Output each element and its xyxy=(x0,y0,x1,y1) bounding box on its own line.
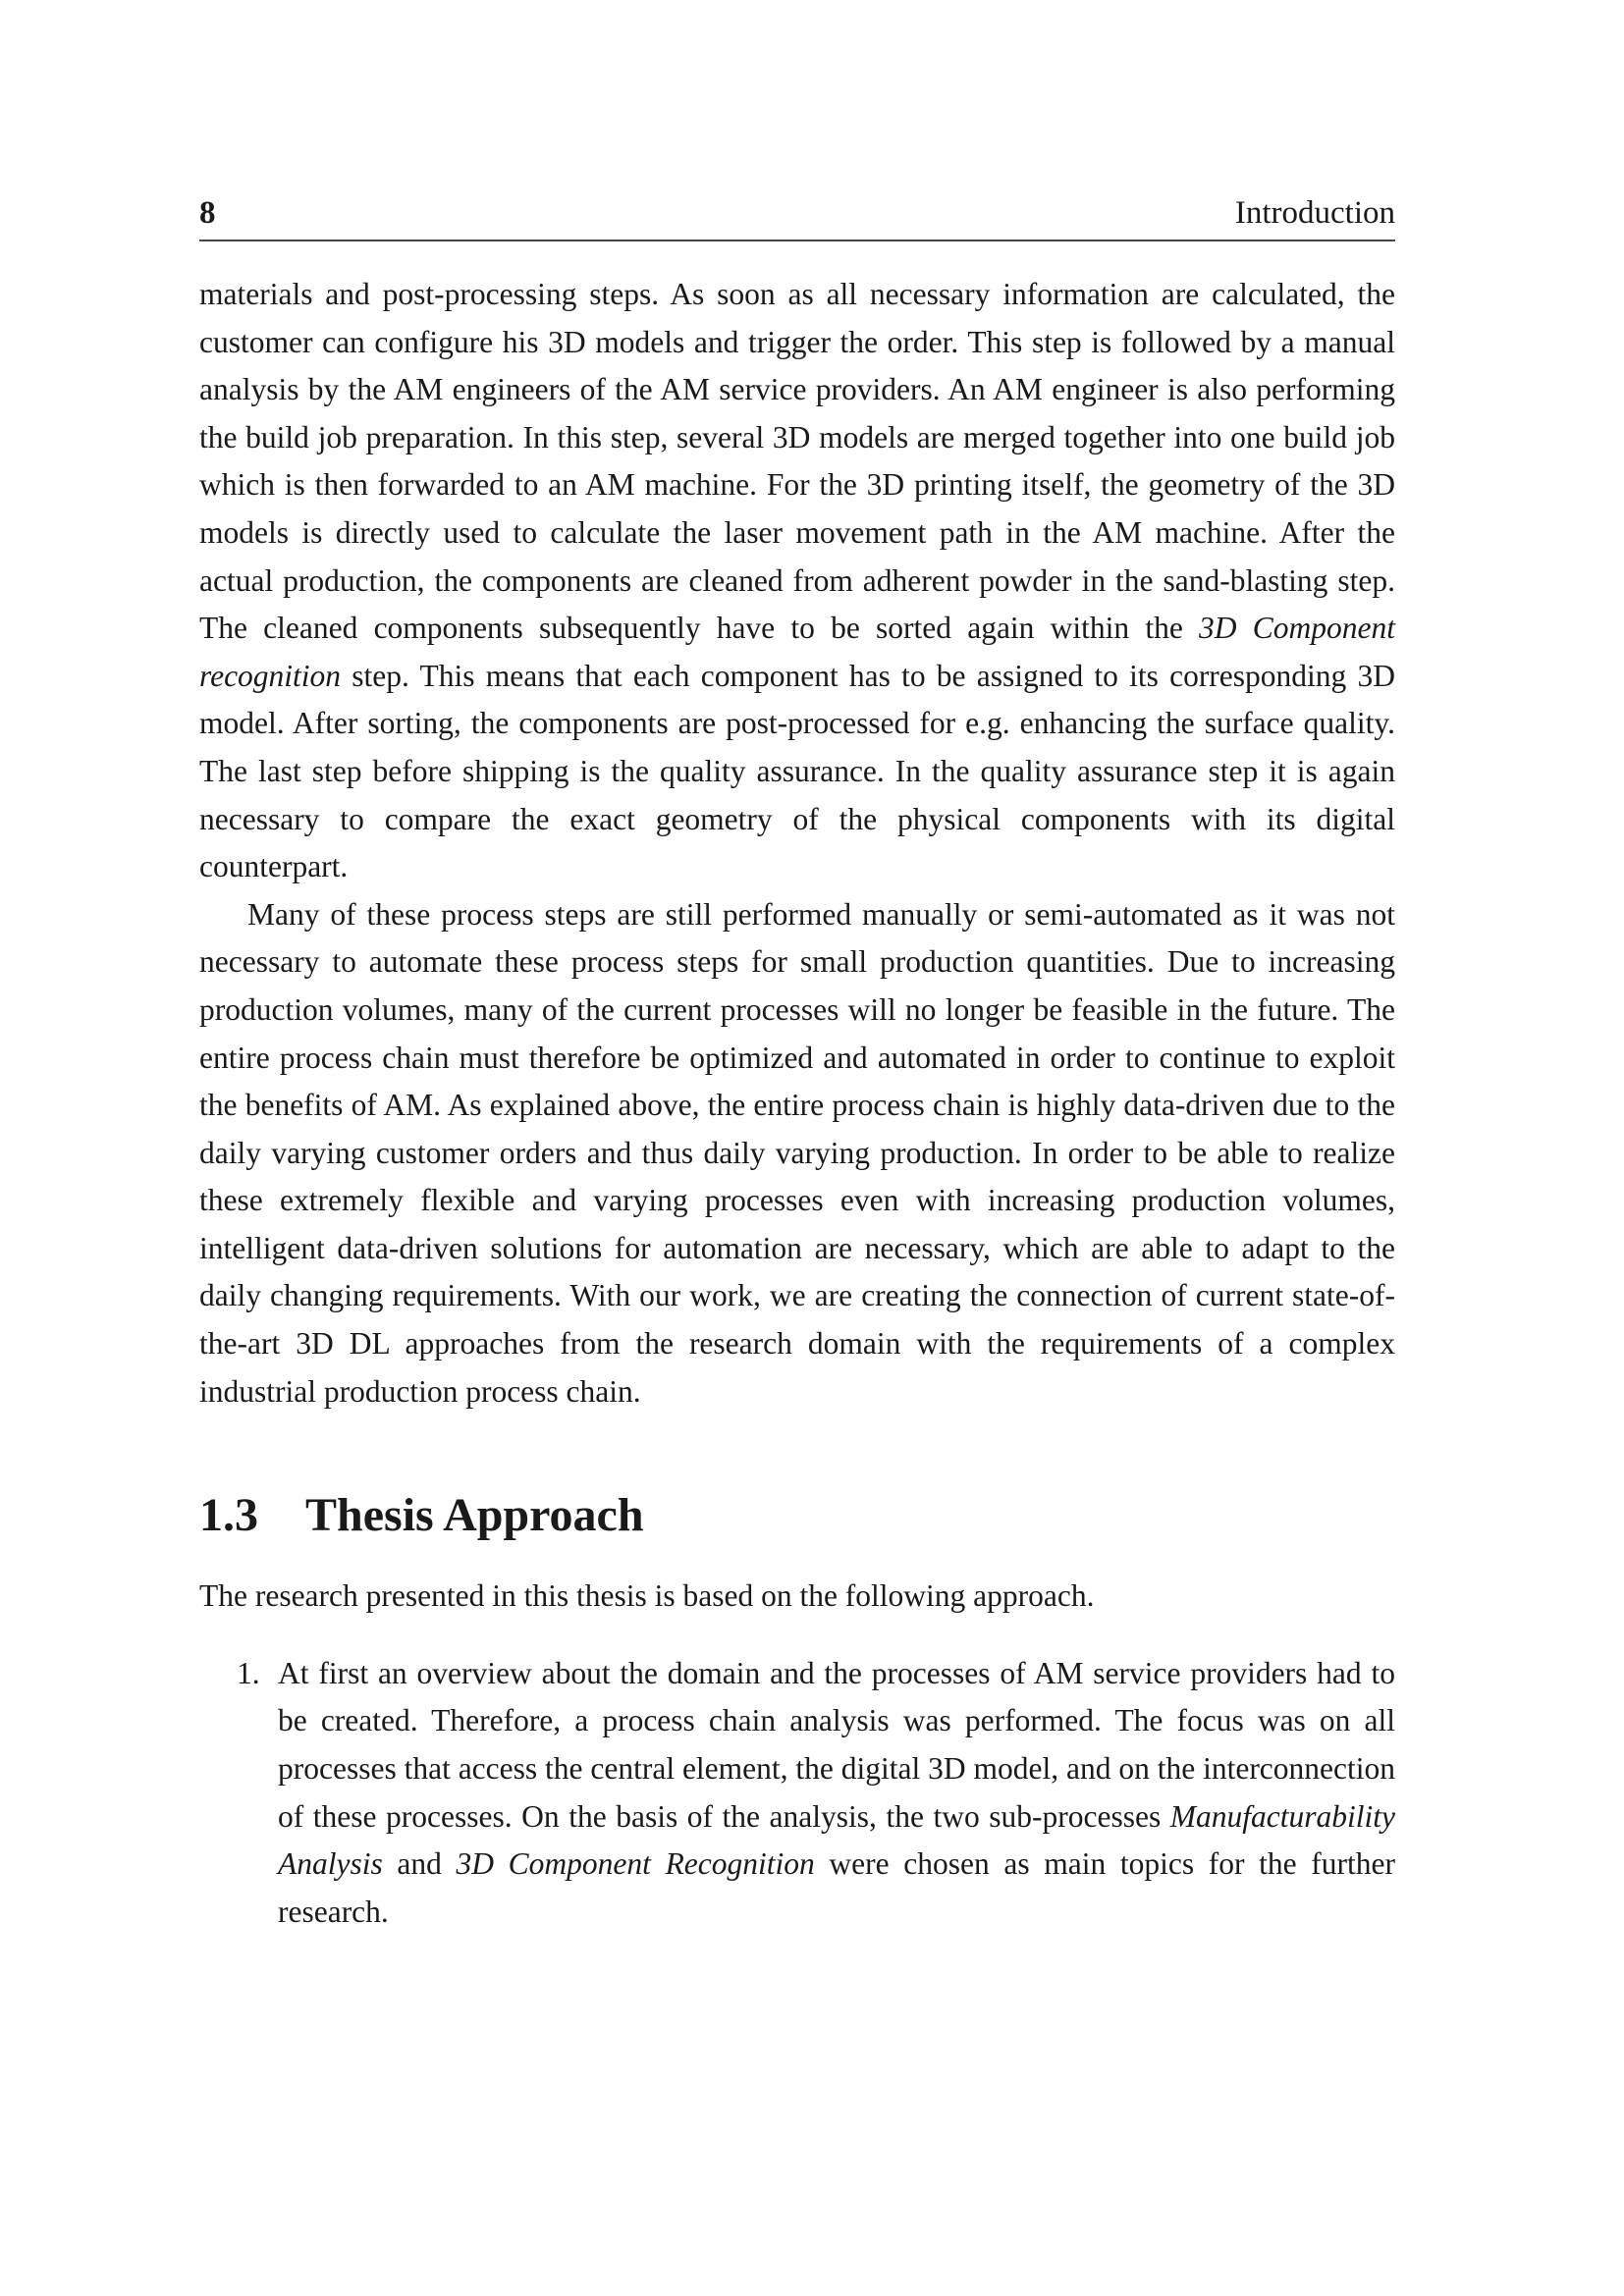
term-3d-component-recognition: 3D Component recognition xyxy=(199,611,1395,693)
page-number: 8 xyxy=(199,195,216,231)
section-number: 1.3 xyxy=(199,1489,258,1542)
paragraph-1-text-a: materials and post-processing steps. As soon as all necessary information are calculated, the customer can configure his 3D models and trigger the order. This step is followed by a manual analysis by the AM engineers of the AM service providers. An AM engineer is also performing the build job preparation. In this step, several 3D models are merged together into one build job which is then forwarded to an AM machine. For the 3D printing itself, the geometry of the 3D models is directly used to calculate the laser movement path in the AM machine. After the actual production, the components are cleaned from adherent powder in the sand-blasting step. The cleaned components subsequently have to be sorted again within the xyxy=(199,277,1395,646)
list-item-marker: 1. xyxy=(237,1655,260,1690)
chapter-title: Introduction xyxy=(1234,195,1395,231)
list-item-text xyxy=(278,1650,1395,1937)
list-item-text-c: were chosen as main topics for the further research. xyxy=(278,1846,1396,1929)
section-lead: The research presented in this thesis is based on the following approach. xyxy=(199,1578,1095,1614)
section-heading xyxy=(199,1486,1395,1545)
list-item-text-a: At first an overview about the domain and the processes of AM service providers had to be created. Therefore, a process chain analysis was performed. The focus was on all processes that access the central element, the digital 3D model, and on the interconnection of these processes. On the basis of the analysis, the two sub-processes xyxy=(278,1655,1395,1834)
paragraph-1-text-b: step. This means that each component has to be assigned to its corresponding 3D model. After sorting, the components are post-processed for e.g. enhancing the surface quality. The last step before shipping is the quality assurance. In the quality assurance step it is again necessary to compare the exact geometry of the physical components with its digital counterpart. xyxy=(199,658,1395,884)
term-3d-component-recognition-title: 3D Component Recognition xyxy=(456,1846,815,1882)
section-title: Thesis Approach xyxy=(305,1489,644,1542)
list-item xyxy=(199,1650,1395,1937)
thesis-page xyxy=(199,192,1395,1936)
body-text xyxy=(199,271,1395,1415)
running-header xyxy=(199,192,1395,241)
paragraph-automation: Many of these process steps are still performed manually or semi-automated as it was not necessary to automate these process steps for small production quantities. Due to increasing production volumes, many of the current processes will no longer be feasible in the future. The entire process chain must therefore be optimized and automated in order to continue to exploit the benefits of AM. As explained above, the entire process chain is highly data-driven due to the daily varying customer orders and thus daily varying production. In order to be able to realize these extremely flexible and varying processes even with increasing production volumes, intelligent data-driven solutions for automation are necessary, which are able to adapt to the daily changing requirements. With our work, we are creating the connection of current state-of-the-art 3D DL approaches from the research domain with the requirements of a complex industrial production process chain. xyxy=(199,896,1395,1409)
paragraph-process-chain xyxy=(199,271,1395,891)
approach-list xyxy=(199,1650,1395,1937)
list-item-text-b: and xyxy=(382,1846,457,1882)
term-manufacturability-analysis: Manufacturability Analysis xyxy=(278,1798,1395,1882)
